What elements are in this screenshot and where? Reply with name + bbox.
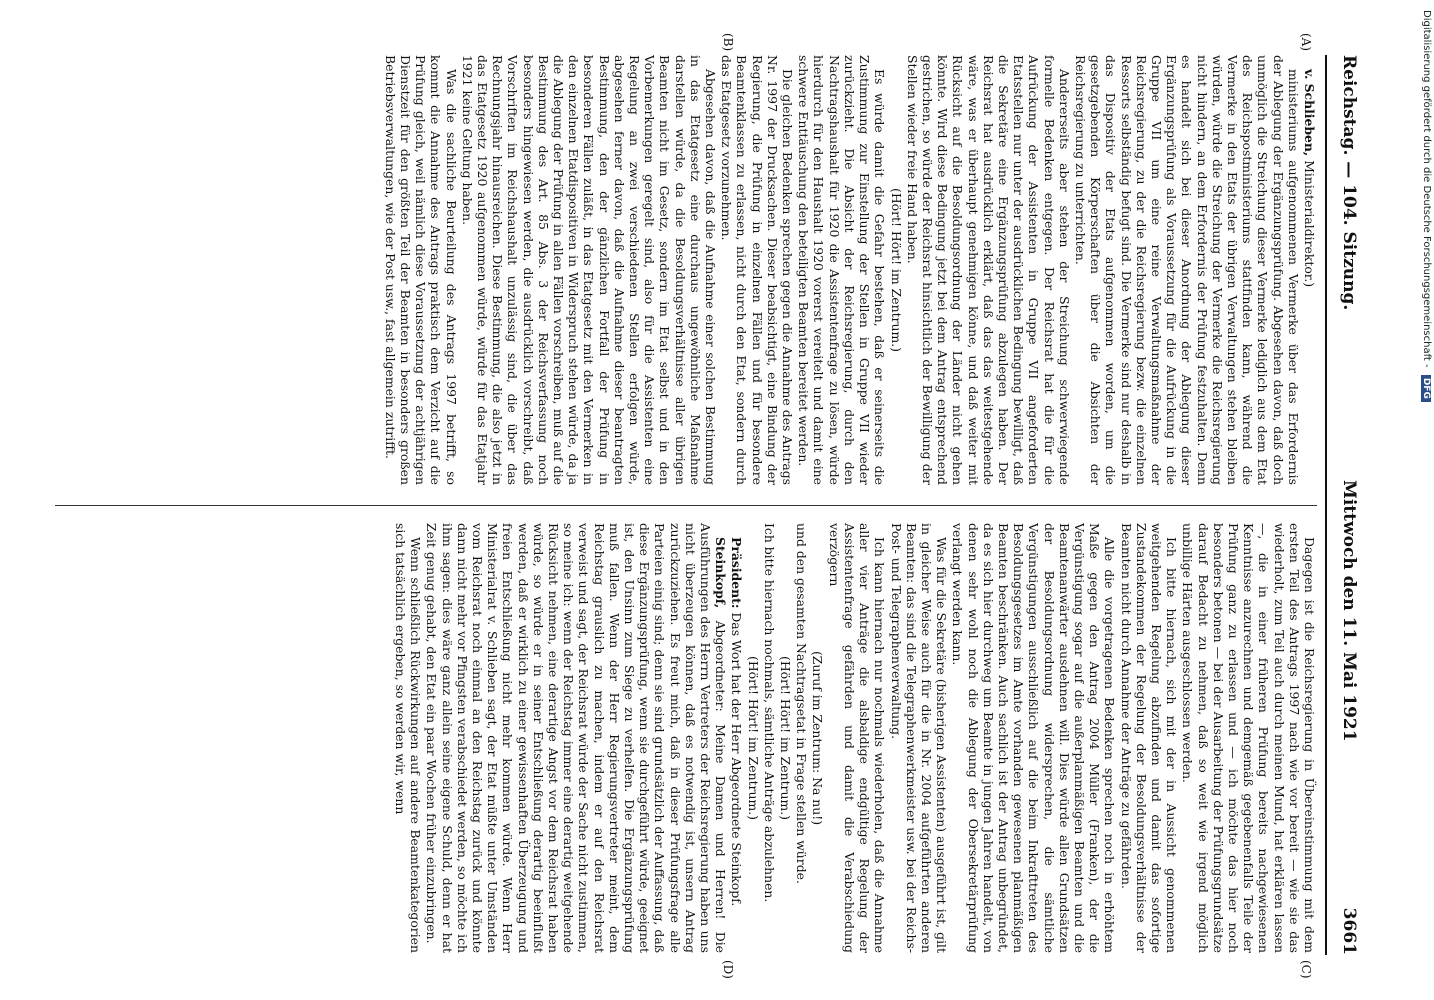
body-paragraph: Dagegen ist die Reichsregierung in Übereinstimmung mit dem ersten Teil des Antrags 1997 nach wie vor bereit — wie sie das wiederholt, zum Teil auch durch meinen Mund, hat erklären lassen —, die in einer früheren Prüfung bereits nachgewiesenen Kenntnisse anzurechnen und demgemäß gegebenenfalls Teile der Prüfung ganz zu erlassen und — ich möchte das hier noch besonders betonen — bei der Ausarbeitung der Prüfungsgrundsätze darauf Bedacht zu nehmen, daß so weit wie irgend möglich unbillige Härten ausgeschlossen werden. xyxy=(1180,523,1317,953)
header-left-title: Reichstag. — 104. Sitzung. xyxy=(1339,55,1359,311)
interjection: (Hört! Hört! im Zentrum.) xyxy=(745,656,761,820)
body-paragraph: Die gleichen Bedenken sprechen gegen die Annahme des Antrags Nr. 1997 der Drucksachen. Dieser beabsichtigt, eine Bindung der Regierung, die Prüfung in einzelnen Fällen und für besondere Beamtenklassen zu erlassen, nicht durch den Etat, sondern durch das Etatgesetz vorzunehmen. xyxy=(719,55,796,485)
body-paragraph: Es würde damit die Gefahr bestehen, daß er seinerseits die Zustimmung zur Einstellung der Stellen in Gruppe VII wieder zurückzieht. Die Absicht der Reichsregierung, durch den Nachtragshaushalt für 1920 die Assistentenfrage zu lösen, würde hierdurch für den Haushalt 1920 vorerst vereitelt und damit eine schwere Enttäuschung den beteiligten Beamten bereitet werden. xyxy=(796,55,888,485)
body-paragraph: Wenn schließlich Rückwirkungen auf andere Beamtenkategorien sich tatsächlich ergeben, so werden wir, wenn xyxy=(393,523,424,953)
speaker-name: Steinkopf, xyxy=(713,537,729,609)
speaker-name: v. Schlieben, xyxy=(1302,69,1317,157)
speaker-paragraph xyxy=(729,523,744,953)
body-paragraph: Ich kann hiernach nur nochmals wiederholen, daß die Annahme aller vier Anträge die alsbaldige endgültige Regelung der Assistentenfrage gefährden und damit die Verabschiedung verzögern xyxy=(826,523,888,953)
digitization-note: Digitalisierung gefördert durch die Deutsche Forschungsgemeinschaft - xyxy=(1421,10,1432,368)
page-header xyxy=(1325,55,1365,955)
rotated-newspaper-page xyxy=(45,33,1365,979)
body-paragraph: Abgesehen davon, daß die Aufnahme einer solchen Bestimmung in das Etatgesetz eine durchaus ungewöhnliche Maßnahme darstellen würde, da die Besoldungsverhältnisse aller übrigen Beamten nicht im Gesetz, sondern im Etat selbst und in den Vorbemerkungen geregelt sind, also für die Assistenten eine Regelung an zwei verschiedenen Stellen erfolgen würde, abgesehen ferner davon, daß die Aufnahme dieser beantragten Bestimmung, den der gänzlichen Fortfall der Prüfung in besonderen Fällen zuläßt, in das Etatgesetz mit den Vermerken in den einzelnen Etatdispositiven in Widerspruch stehen würde, da ja die Ablegung der Prüfung in allen Fällen vorschreiben, muß auf die Bestimmung des Art. 85 Abs. 3 der Reichsverfassung noch besonders hingewiesen werden, die ausdrücklich vorschreibt, daß Vorschriften im Reichshaushalt unzulässig sind, die über das Rechnungsjahr hinausreichen. Diese Bestimmung, die also jetzt in das Etatgesetz 1920 aufgenommen würde, würde für das Etatjahr 1921 keine Geltung haben. xyxy=(459,55,719,485)
margin-marker-b: (B) xyxy=(721,33,735,52)
margin-marker-c: (C) xyxy=(1299,960,1313,979)
digitization-sidebar xyxy=(1412,10,1432,990)
right-text-column xyxy=(57,523,1317,953)
body-paragraph: Alle die vorgetragenen Bedenken sprechen noch in erhöhtem Maße gegen den Antrag 2004 Müller (Franken), der die Vergünstigung sogar auf die außerplanmäßigen Beamten und die Beamtenanwärter ausdehnen will. Dies würde allen Grundsätzen der Besoldungsordnung widersprechen, die sämtliche Vergünstigungen ausschließlich auf die beim Inkrafttreten des Besoldungsgesetzes im Amte vorhanden gewesenen planmäßigen Beamten beschränken. Auch sachlich ist der Antrag unbegründet, da es sich hier durchweg um Beamte in jungen Jahren handelt, von denen sehr wohl noch die Ablegung der Obersekretärprüfung verlangt werden kann. xyxy=(950,523,1118,953)
page-number: 3661 xyxy=(1339,907,1359,955)
body-paragraph: Ich bitte hiernach, sich mit der in Aussicht genommenen weitgehenden Regelung abzufinden und damit das sofortige Zustandekommen der Regelung der Besoldungsverhältnisse der Beamten nicht durch Annahme der Anträge zu gefährden. xyxy=(1118,523,1180,953)
body-paragraph: und den gesamten Nachtragsetat in Frage stellen würde. xyxy=(794,523,810,884)
speaker-paragraph xyxy=(424,523,728,953)
speaker-text: Abgeordneter: Meine Damen und Herren! Die Ausführungen des Herrn Vertreters der Reichsregierung haben uns nicht überzeugen können, daß es notwendig ist, unsern Antrag zurückzuziehen. Es freut mich, daß in dieser Prüfungsfrage alle Parteien einig sind; denn sie sind grundsätzlich der Auffassung, daß diese Ergänzungsprüfung, wenn sie durchgeführt würde, geeignet ist, den Unsinn zum Siege zu verhelfen. Die Ergänzungsprüfung muß fallen. Wenn der Herr Regierungsvertreter meint, dem Reichstag grauslich zu machen, indem er auf den Reichsrat verweist und sagt, der Reichsrat würde der Sache nicht zustimmen, so meine ich: wenn der Reichstag immer eine derartig weitgehende Rücksicht nehmen, eine derartige Angst vor dem Reichsrat haben würde, so würde er in seiner Entschließung derartig beeinflußt werden, daß er wirklich zu einer gewissenhaften Überzeugung und freien Entschließung nicht mehr kommen würde. Wenn Herr Ministerialrat v. Schlieben sagt, der Etat müßte unter Umständen vom Reichsrat noch einmal an den Reichstag zurück und könnte dann nicht mehr vor Pfingsten verabschiedet werden, so möchte ich ihm sagen: dies wäre ganz allein seine eigene Schuld, denn er hat Zeit genug gehabt, den Etat ein paar Wochen früher einzubringen. xyxy=(424,523,729,953)
body-paragraph: ministeriums aufgenommenen Vermerke über das Erfordernis der Ablegung der Ergänzungsprüfung. Abgesehen davon, daß doch unmöglich die Streichung dieser Vermerke lediglich aus dem Etat des Reichspostministeriums stattfinden kann, während die Vermerke in den Etats der übrigen Verwaltungen stehen bleiben würden, würde die Streichung der Vermerke die Reichsregierung nicht hindern, an dem Erfordernis der Prüfung festzuhalten. Denn es handelt sich bei dieser Anordnung der Ablegung dieser Ergänzungsprüfung als Voraussetzung für die Aufrückung in die Gruppe VII um eine reine Verwaltungsmaßnahme der Reichsregierung, zu der die Reichsregierung bezw. die einzelnen Ressorts selbständig befugt sind. Die Vermerke sind nur deshalb in das Dispositiv der Etats aufgenommen worden, um die gesetzgebenden Körperschaften über die Absichten der Reichsregierung zu unterrichten. xyxy=(1072,55,1301,485)
body-paragraph: Was für die Sekretäre (bisherigen Assistenten) ausgeführt ist, gilt in gleicher Weise auch für die in Nr. 2004 aufgeführten anderen Beamten: das sind die Telegraphenwerkmeister usw. bei der Reichs-Post- und Telegraphenverwaltung. xyxy=(888,523,950,953)
interjection: (Zuruf im Zentrum: Na nu!) xyxy=(810,650,826,826)
margin-marker-d: (D) xyxy=(721,960,735,979)
left-text-column xyxy=(57,55,1317,485)
speaker-text: Ministerialdirektor.) xyxy=(1302,160,1317,288)
speaker-paragraph xyxy=(1302,55,1317,485)
body-paragraph: Andererseits aber stehen der Streichung schwerwiegende formelle Bedenken entgegen. Der Reichsrat hat die für die Aufrückung der Assistenten in Gruppe VII angeforderten Etatsstellen nur unter der ausdrücklichen Bedingung bewilligt, daß die Sekretäre eine Ergänzungsprüfung abzulegen haben. Der Reichsrat hat ausdrücklich erklärt, daß das das weitestgehende wäre, was er überhaupt genehmigen könne, und daß weiter mit Rücksicht auf die Besoldungsordnung der Länder nicht gehen könnte. Wird diese Bedingung jetzt bei dem Antrag entsprechend gestrichen, so würde der Reichsrat hinsichtlich der Bewilligung der Stellen wieder freie Hand haben. xyxy=(904,55,1072,485)
column-divider xyxy=(55,505,1317,506)
body-paragraph: Ich bitte hiernach nochmals, sämtliche Anträge abzulehnen. xyxy=(761,523,777,903)
speaker-name: Präsident: xyxy=(729,537,745,609)
margin-marker-a: (A) xyxy=(1299,33,1313,52)
header-rule xyxy=(1325,55,1327,955)
speaker-text: Das Wort hat der Herr Abgeordnete Steinkopf. xyxy=(729,612,745,907)
dfg-logo: DFG xyxy=(1421,375,1431,402)
interjection: (Hört! Hört! im Zentrum.) xyxy=(888,188,904,352)
interjection: (Hört! Hört! im Zentrum.) xyxy=(778,656,794,820)
header-date: Mittwoch den 11. Mai 1921 xyxy=(1339,480,1359,742)
body-paragraph: Was die sachliche Beurteilung des Antrags 1997 betrifft, so kommt die Annahme des Antrags praktisch dem Verzicht auf die Prüfung gleich, weil nämlich diese Voraussetzung der achtjährigen Dienstzeit für den größten Teil der Beamten in besonders großen Betriebsverwaltungen, wie der Post usw., fast allgemein zutrifft. xyxy=(382,55,459,485)
